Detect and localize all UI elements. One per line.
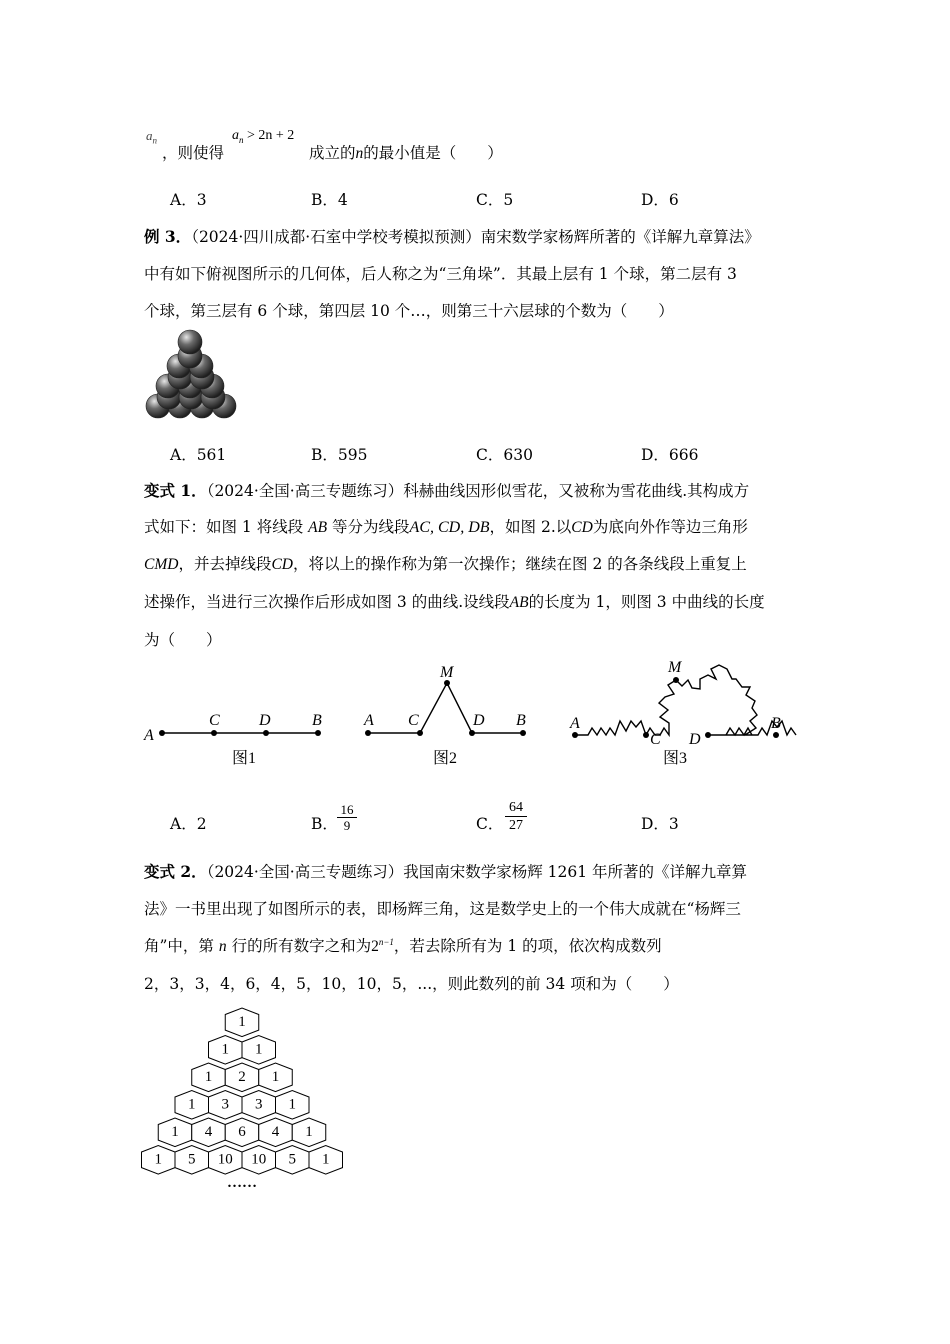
var1-option-c-fraction — [505, 799, 527, 834]
condition-text-1: ，则使得 — [162, 144, 225, 162]
var1-line-1: 变式 1．（2024·全国·高三专题练习）科赫曲线因形似雪花，又被称为雪花曲线.其构成方 — [144, 481, 750, 500]
fig1-label-b: B — [312, 712, 322, 729]
fig2-label-m: M — [440, 664, 454, 681]
fig1-label-c: C — [209, 712, 220, 729]
hexagon-value: 1 — [305, 1124, 313, 1141]
fig3-label-b: B — [771, 715, 781, 732]
a-n-symbol: $a_n$ — [146, 128, 157, 146]
var2-line-3: 角”中，第 n 行的所有数字之和为$2^{n-1}$，若去除所有为 1 的项，依次构成数列 — [144, 936, 662, 955]
prev-option-b[interactable]: B．4 — [311, 191, 348, 209]
koch-curve — [575, 665, 796, 735]
fig3-label-a: A — [570, 715, 580, 732]
hexagon-value: 1 — [171, 1124, 179, 1141]
inequality: $a_n > 2n + 2$ — [232, 128, 295, 145]
ball-pile-image — [140, 326, 250, 426]
hexagon-value: 1 — [322, 1151, 330, 1168]
ex3-line-2: 中有如下俯视图所示的几何体，后人称之为“三角垛”．其最上层有 1 个球，第二层有 3 — [144, 265, 737, 283]
prev-option-c[interactable]: C．5 — [476, 191, 514, 209]
fraction-denominator: 9 — [337, 817, 357, 833]
fig3-label-d: D — [689, 731, 701, 748]
hexagon-value: 2 — [238, 1069, 246, 1086]
prev-option-a[interactable]: A．3 — [170, 191, 207, 209]
ex3-option-a[interactable]: A．561 — [170, 446, 227, 464]
fig2-label-b: B — [516, 712, 526, 729]
hexagon-value: 1 — [238, 1014, 246, 1031]
fig3-label-c: C — [650, 731, 661, 748]
var2-line-2: 法》一书里出现了如图所示的表，即杨辉三角，这是数学史上的一个伟大成就在“杨辉三 — [144, 900, 741, 918]
var1-option-b-label: B． — [311, 815, 338, 833]
fig3-caption: 图3 — [663, 750, 688, 767]
hexagon-value: 4 — [204, 1124, 213, 1141]
koch-figures — [140, 655, 800, 775]
hexagon-value: 10 — [217, 1151, 233, 1168]
fig1-label-d: D — [259, 712, 271, 729]
var1-option-d[interactable]: D．3 — [641, 815, 679, 833]
fig2-label-c: C — [408, 712, 419, 729]
hexagon-value: 6 — [238, 1124, 246, 1141]
ex3-option-c[interactable]: C．630 — [476, 446, 533, 464]
hexagon-value: 1 — [271, 1069, 280, 1086]
var1-option-b-fraction — [337, 802, 357, 833]
ex3-option-d[interactable]: D．666 — [641, 446, 699, 464]
ex3-line-1: 例 3．（2024·四川成都·石室中学校考模拟预测）南宋数学家杨辉所著的《详解九章算法》 — [144, 227, 760, 246]
var1-line-2: 式如下：如图 1 将线段 AB 等分为线段AC, CD, DB，如图 2.以CD为底向外作等边三角形 — [144, 518, 748, 536]
condition-text-2: 成立的n的最小值是（ ） — [309, 144, 503, 162]
fig2-caption: 图2 — [433, 750, 458, 767]
hexagon-value: 3 — [221, 1096, 229, 1113]
hexagon-value: 3 — [255, 1096, 263, 1113]
hexagon-value: 5 — [288, 1151, 296, 1168]
triangle-ellipsis: …… — [227, 1175, 257, 1191]
fig1-label-a: A — [144, 727, 154, 744]
fraction-numerator: 64 — [509, 800, 523, 815]
hexagon-value: 1 — [204, 1069, 213, 1086]
fig2-label-d: D — [473, 712, 485, 729]
var1-option-b[interactable] — [311, 812, 338, 834]
var2-line-4: 2，3，3，4，6，4，5，10，10，5，...，则此数列的前 34 项和为（ ） — [144, 975, 679, 993]
prev-option-d[interactable]: D．6 — [641, 191, 679, 209]
fig2-label-a: A — [364, 712, 374, 729]
hexagon-value: 1 — [221, 1041, 229, 1058]
var1-option-c[interactable] — [476, 812, 503, 834]
var1-line-4: 述操作，当进行三次操作后形成如图 3 的曲线.设线段AB的长度为 1，则图 3 中曲线的长度 — [144, 593, 765, 611]
yanghui-triangle — [140, 1005, 360, 1205]
fraction-denominator: 27 — [505, 816, 527, 834]
var1-option-a[interactable]: A．2 — [170, 815, 207, 833]
hexagon-value: 1 — [255, 1041, 263, 1058]
hexagon-value: 10 — [251, 1151, 267, 1168]
var1-line-5: 为（ ） — [144, 631, 222, 649]
hexagon-value: 4 — [271, 1124, 280, 1141]
hexagon-value: 5 — [188, 1151, 196, 1168]
hexagon-value: 1 — [188, 1096, 196, 1113]
var1-line-3: CMD，并去掉线段CD，将以上的操作称为第一次操作；继续在图 2 的各条线段上重复上 — [144, 555, 747, 573]
ex3-line-3: 个球，第三层有 6 个球，第四层 10 个…，则第三十六层球的个数为（ ） — [144, 302, 674, 320]
var1-option-c-label: C． — [476, 815, 504, 833]
hexagon-value: 1 — [288, 1096, 296, 1113]
fraction-numerator: 16 — [340, 802, 354, 817]
fig1-caption: 图1 — [232, 750, 257, 767]
hexagon-value: 1 — [154, 1151, 162, 1168]
fig3-label-m: M — [668, 659, 682, 676]
var2-line-1: 变式 2．（2024·全国·高三专题练习）我国南宋数学家杨辉 1261 年所著的《详解九章算 — [144, 862, 748, 881]
ex3-option-b[interactable]: B．595 — [311, 446, 368, 464]
